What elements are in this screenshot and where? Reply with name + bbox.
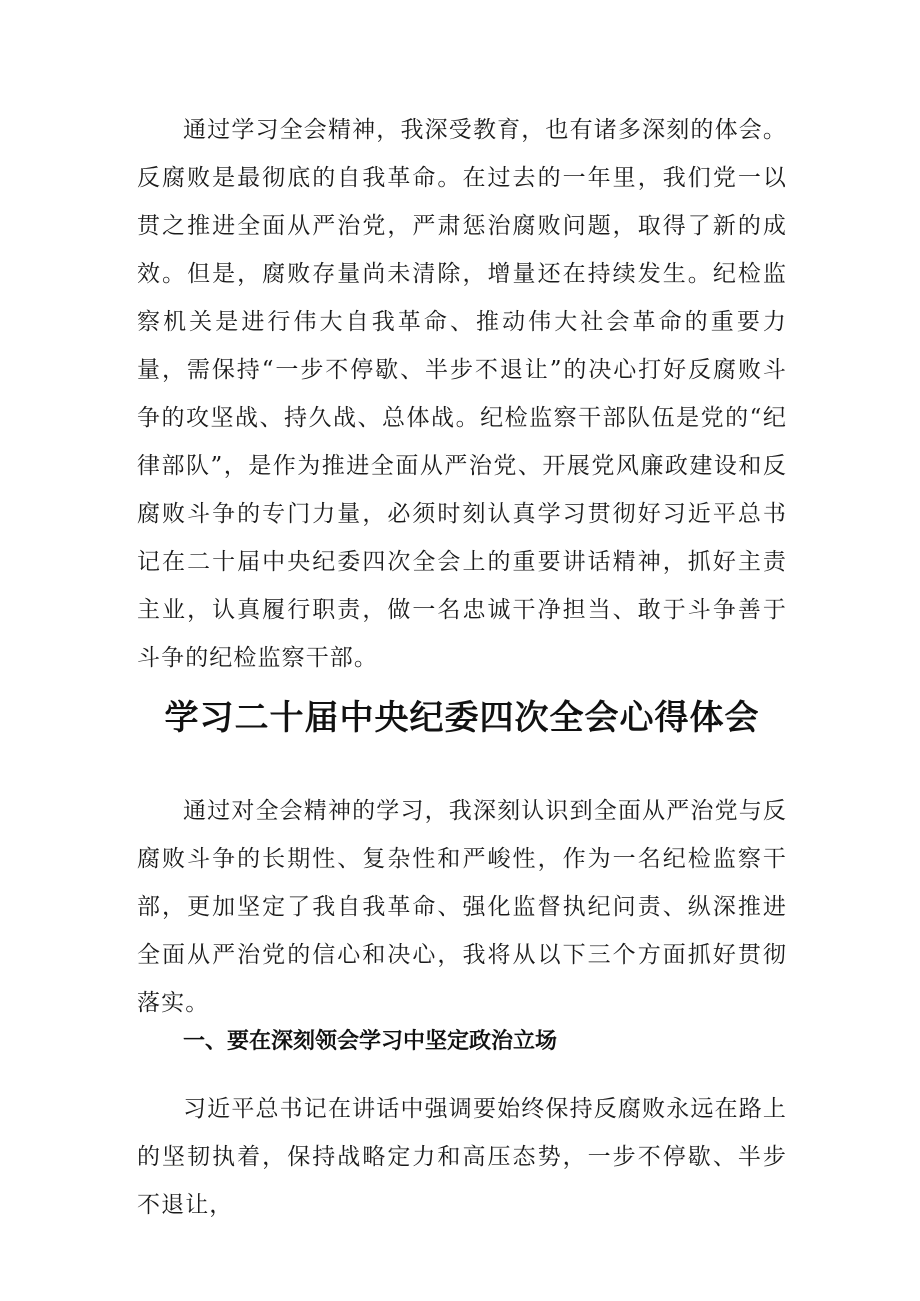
section-heading: 一、要在深刻领会学习中坚定政治立场 xyxy=(183,1029,558,1054)
document-title: 学习二十届中央纪委四次全会心得体会 xyxy=(164,698,760,738)
section-paragraph: 习近平总书记在讲话中强调要始终保持反腐败永远在路上的坚韧执着，保持战略定力和高压态势，一步不停歇、半步不退让， xyxy=(137,1096,787,1218)
opening-paragraph: 通过对全会精神的学习，我深刻认识到全面从严治党与反腐败斗争的长期性、复杂性和严峻性，作为一名纪检监察干部，更加坚定了我自我革命、强化监督执纪问责、纵深推进全面从严治党的信心和决心，我将从以下三个方面抓好贯彻落实。 xyxy=(137,798,787,1016)
intro-paragraph: 通过学习全会精神，我深受教育，也有诸多深刻的体会。反腐败是最彻底的自我革命。在过去的一年里，我们党一以贯之推进全面从严治党，严肃惩治腐败问题，取得了新的成效。但是，腐败存量尚未清除，增量还在持续发生。纪检监察机关是进行伟大自我革命、推动伟大社会革命的重要力量，需保持“一步不停歇、半步不退让”的决心打好反腐败斗争的攻坚战、持久战、总体战。纪检监察干部队伍是党的“纪律部队”，是作为推进全面从严治党、开展党风廉政建设和反腐败斗争的专门力量，必须时刻认真学习贯彻好习近平总书记在二十届中央纪委四次全会上的重要讲话精神，抓好主责主业，认真履行职责，做一名忠诚干净担当、敢于斗争善于斗争的纪检监察干部。 xyxy=(137,117,787,671)
